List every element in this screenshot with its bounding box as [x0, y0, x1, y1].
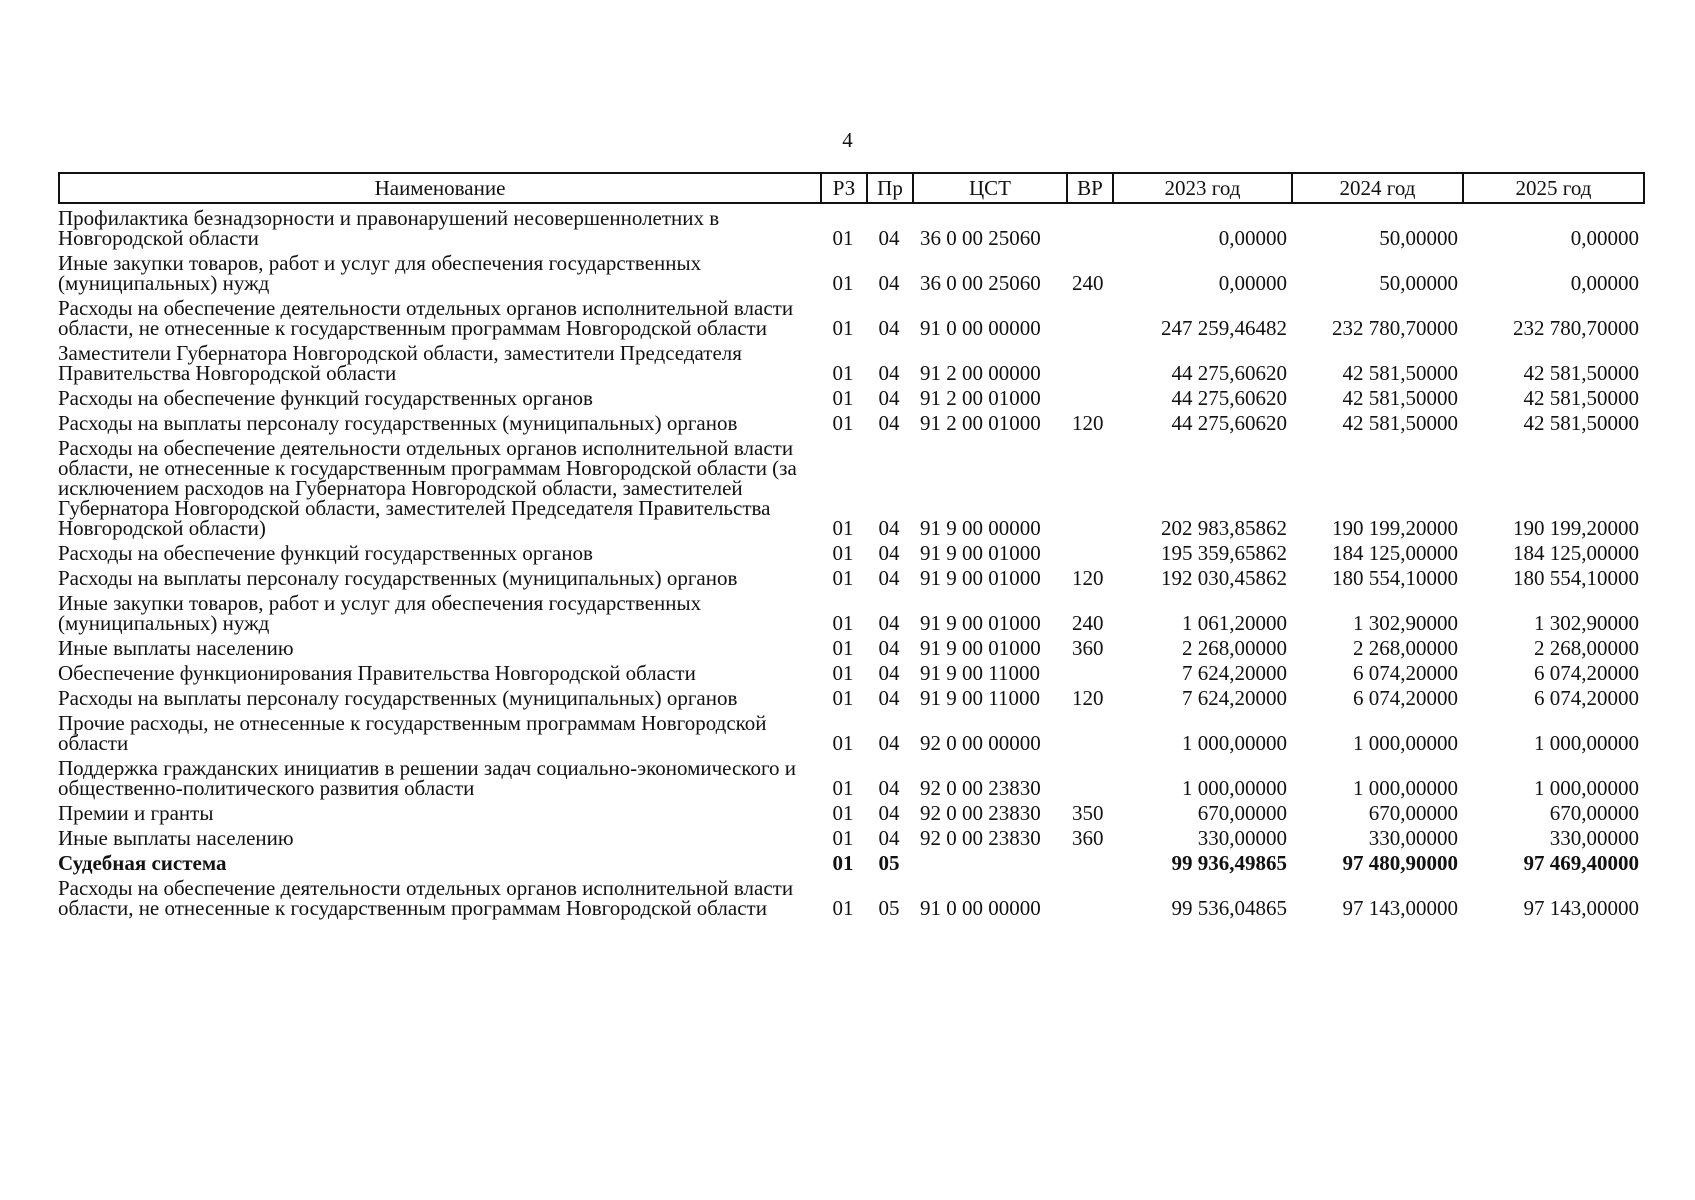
table-row	[58, 341, 1643, 386]
row-name: Иные выплаты населению	[58, 636, 294, 660]
row-amount-2023: 99 936,49865	[1171, 851, 1287, 875]
row-amount-2025: 0,00000	[1570, 226, 1639, 250]
row-amount-2024: 6 074,20000	[1353, 661, 1458, 685]
column-header-rz: РЗ	[821, 173, 867, 203]
row-rz: 01	[832, 661, 854, 685]
row-pr: 04	[878, 541, 900, 565]
row-name: Премии и гранты	[58, 801, 214, 825]
row-amount-2023: 7 624,20000	[1182, 661, 1287, 685]
table-header	[58, 172, 1645, 204]
table-row	[58, 296, 1643, 341]
table-row	[58, 566, 1643, 591]
table-row	[58, 826, 1643, 851]
row-amount-2023: 247 259,46482	[1161, 316, 1287, 340]
column-header-name: Наименование	[59, 173, 821, 203]
row-rz: 01	[832, 541, 854, 565]
row-amount-2025: 42 581,50000	[1523, 411, 1639, 435]
row-pr: 04	[878, 636, 900, 660]
row-name: Расходы на обеспечение деятельности отдельных органов исполнительной власти области, не отнесенные к государственным программам Новгородской области	[58, 296, 794, 340]
row-name: Поддержка гражданских инициатив в решении задач социально-экономического и общественно-политического развития области	[58, 756, 797, 800]
row-vr: 350	[1072, 801, 1104, 825]
row-rz: 01	[832, 386, 854, 410]
row-rz: 01	[832, 801, 854, 825]
row-name: Расходы на обеспечение функций государственных органов	[58, 541, 593, 565]
row-rz: 01	[832, 826, 854, 850]
row-cst: 91 9 00 01000	[920, 541, 1041, 565]
row-amount-2025: 42 581,50000	[1523, 361, 1639, 385]
row-rz: 01	[832, 851, 854, 875]
row-pr: 04	[878, 271, 900, 295]
table-row	[58, 636, 1643, 661]
row-amount-2025: 1 000,00000	[1534, 776, 1639, 800]
row-rz: 01	[832, 896, 854, 920]
row-name: Расходы на выплаты персоналу государственных (муниципальных) органов	[58, 566, 738, 590]
row-vr	[1066, 661, 1112, 686]
row-amount-2024: 2 268,00000	[1353, 636, 1458, 660]
row-rz: 01	[832, 316, 854, 340]
row-pr: 04	[878, 316, 900, 340]
row-pr: 05	[878, 896, 900, 920]
row-name: Иные закупки товаров, работ и услуг для обеспечения государственных (муниципальных) нужд	[58, 251, 702, 295]
row-vr: 360	[1072, 636, 1104, 660]
row-amount-2023: 1 061,20000	[1182, 611, 1287, 635]
row-vr	[1066, 756, 1112, 801]
row-rz: 01	[832, 226, 854, 250]
row-pr: 04	[878, 611, 900, 635]
row-amount-2024: 42 581,50000	[1342, 361, 1458, 385]
row-vr	[1066, 436, 1112, 541]
row-amount-2024: 1 302,90000	[1353, 611, 1458, 635]
row-amount-2025: 1 302,90000	[1534, 611, 1639, 635]
row-amount-2025: 190 199,20000	[1513, 516, 1639, 540]
row-amount-2024: 97 480,90000	[1342, 851, 1458, 875]
row-name: Расходы на выплаты персоналу государственных (муниципальных) органов	[58, 686, 738, 710]
row-name: Расходы на выплаты персоналу государственных (муниципальных) органов	[58, 411, 738, 435]
row-vr	[1066, 711, 1112, 756]
row-amount-2025: 6 074,20000	[1534, 661, 1639, 685]
row-pr: 04	[878, 386, 900, 410]
row-amount-2025: 6 074,20000	[1534, 686, 1639, 710]
column-header-vr: ВР	[1067, 173, 1113, 203]
row-rz: 01	[832, 361, 854, 385]
row-vr: 360	[1072, 826, 1104, 850]
row-amount-2025: 42 581,50000	[1523, 386, 1639, 410]
row-vr	[1066, 851, 1112, 876]
row-vr: 120	[1072, 566, 1104, 590]
row-amount-2023: 44 275,60620	[1171, 361, 1287, 385]
row-amount-2025: 330,00000	[1549, 826, 1639, 850]
row-amount-2025: 184 125,00000	[1513, 541, 1639, 565]
row-amount-2023: 44 275,60620	[1171, 411, 1287, 435]
row-cst: 91 9 00 01000	[920, 636, 1041, 660]
row-cst: 91 2 00 01000	[920, 411, 1041, 435]
row-pr: 04	[878, 516, 900, 540]
row-pr: 05	[878, 851, 900, 875]
row-rz: 01	[832, 411, 854, 435]
row-cst: 92 0 00 23830	[920, 826, 1041, 850]
row-amount-2023: 0,00000	[1218, 226, 1287, 250]
column-header-pr: Пр	[867, 173, 913, 203]
row-cst: 92 0 00 00000	[920, 731, 1041, 755]
row-amount-2023: 0,00000	[1218, 271, 1287, 295]
row-vr: 240	[1072, 271, 1104, 295]
table-row	[58, 541, 1643, 566]
row-amount-2023: 44 275,60620	[1171, 386, 1287, 410]
row-pr: 04	[878, 686, 900, 710]
table-row	[58, 851, 1643, 876]
row-cst: 91 0 00 00000	[920, 316, 1041, 340]
row-amount-2024: 42 581,50000	[1342, 386, 1458, 410]
row-cst	[912, 851, 1066, 876]
row-amount-2025: 670,00000	[1549, 801, 1639, 825]
row-name: Обеспечение функционирования Правительства Новгородской области	[58, 661, 696, 685]
row-vr: 240	[1072, 611, 1104, 635]
row-vr	[1066, 386, 1112, 411]
row-pr: 04	[878, 361, 900, 385]
row-amount-2024: 184 125,00000	[1332, 541, 1458, 565]
row-cst: 92 0 00 23830	[920, 776, 1041, 800]
table-row	[58, 591, 1643, 636]
row-amount-2025: 97 143,00000	[1523, 896, 1639, 920]
row-pr: 04	[878, 826, 900, 850]
row-cst: 91 9 00 01000	[920, 566, 1041, 590]
row-amount-2024: 50,00000	[1379, 271, 1458, 295]
row-pr: 04	[878, 226, 900, 250]
row-rz: 01	[832, 636, 854, 660]
row-amount-2024: 330,00000	[1368, 826, 1458, 850]
row-amount-2023: 99 536,04865	[1171, 896, 1287, 920]
row-name: Судебная система	[58, 851, 227, 875]
row-amount-2024: 97 143,00000	[1342, 896, 1458, 920]
row-amount-2025: 2 268,00000	[1534, 636, 1639, 660]
table-row	[58, 436, 1643, 541]
row-rz: 01	[832, 271, 854, 295]
row-amount-2025: 180 554,10000	[1513, 566, 1639, 590]
row-cst: 91 9 00 11000	[920, 661, 1040, 685]
row-amount-2024: 6 074,20000	[1353, 686, 1458, 710]
column-header-2025: 2025 год	[1463, 173, 1644, 203]
row-name: Прочие расходы, не отнесенные к государственным программам Новгородской области	[58, 711, 767, 755]
table-row	[58, 206, 1643, 251]
row-cst: 91 9 00 11000	[920, 686, 1040, 710]
row-amount-2025: 232 780,70000	[1513, 316, 1639, 340]
table-row	[58, 801, 1643, 826]
table-row	[58, 661, 1643, 686]
row-vr: 120	[1072, 686, 1104, 710]
row-cst: 91 9 00 00000	[920, 516, 1041, 540]
table-row	[58, 756, 1643, 801]
row-amount-2023: 1 000,00000	[1182, 731, 1287, 755]
row-pr: 04	[878, 731, 900, 755]
row-cst: 91 0 00 00000	[920, 896, 1041, 920]
row-vr	[1066, 541, 1112, 566]
row-vr	[1066, 341, 1112, 386]
row-name: Расходы на обеспечение деятельности отдельных органов исполнительной власти области, не отнесенные к государственным программам Новгородской области	[58, 876, 794, 920]
row-cst: 36 0 00 25060	[920, 271, 1041, 295]
row-amount-2025: 0,00000	[1570, 271, 1639, 295]
table-row	[58, 386, 1643, 411]
row-rz: 01	[832, 566, 854, 590]
row-cst: 91 9 00 01000	[920, 611, 1041, 635]
column-header-2023: 2023 год	[1113, 173, 1292, 203]
row-name: Расходы на обеспечение деятельности отдельных органов исполнительной власти области, не отнесенные к государственным программам Новгородской области (за исключением расходов на Губернатора Новгородской области, заместителей Губернатора Новгородской области, заместителей Председателя Правительства Новгородской области)	[58, 436, 797, 540]
row-rz: 01	[832, 731, 854, 755]
row-pr: 04	[878, 566, 900, 590]
row-amount-2024: 232 780,70000	[1332, 316, 1458, 340]
row-pr: 04	[878, 411, 900, 435]
row-amount-2023: 192 030,45862	[1161, 566, 1287, 590]
row-amount-2023: 1 000,00000	[1182, 776, 1287, 800]
row-name: Иные закупки товаров, работ и услуг для обеспечения государственных (муниципальных) нужд	[58, 591, 702, 635]
row-amount-2023: 7 624,20000	[1182, 686, 1287, 710]
row-name: Профилактика безнадзорности и правонарушений несовершеннолетних в Новгородской области	[58, 206, 720, 250]
row-amount-2024: 180 554,10000	[1332, 566, 1458, 590]
row-amount-2024: 42 581,50000	[1342, 411, 1458, 435]
table-row	[58, 711, 1643, 756]
row-vr	[1066, 206, 1112, 251]
row-amount-2023: 202 983,85862	[1161, 516, 1287, 540]
row-vr	[1066, 296, 1112, 341]
row-pr: 04	[878, 801, 900, 825]
row-cst: 91 2 00 00000	[920, 361, 1041, 385]
row-amount-2024: 1 000,00000	[1353, 731, 1458, 755]
row-amount-2024: 1 000,00000	[1353, 776, 1458, 800]
row-vr: 120	[1072, 411, 1104, 435]
row-rz: 01	[832, 776, 854, 800]
row-pr: 04	[878, 776, 900, 800]
row-pr: 04	[878, 661, 900, 685]
row-rz: 01	[832, 686, 854, 710]
page-number: 4	[842, 128, 853, 152]
row-amount-2025: 97 469,40000	[1523, 851, 1639, 875]
row-rz: 01	[832, 611, 854, 635]
row-name: Иные выплаты населению	[58, 826, 294, 850]
row-cst: 91 2 00 01000	[920, 386, 1041, 410]
row-cst: 36 0 00 25060	[920, 226, 1041, 250]
budget-table	[58, 206, 1643, 921]
table-row	[58, 411, 1643, 436]
row-name: Заместители Губернатора Новгородской области, заместители Председателя Правительства Новгородской области	[58, 341, 742, 385]
row-name: Расходы на обеспечение функций государственных органов	[58, 386, 593, 410]
row-amount-2024: 50,00000	[1379, 226, 1458, 250]
row-amount-2025: 1 000,00000	[1534, 731, 1639, 755]
table-body	[58, 206, 1643, 921]
row-amount-2023: 330,00000	[1197, 826, 1287, 850]
row-rz: 01	[832, 516, 854, 540]
table-row	[58, 876, 1643, 921]
table-row	[58, 251, 1643, 296]
row-amount-2024: 670,00000	[1368, 801, 1458, 825]
row-amount-2024: 190 199,20000	[1332, 516, 1458, 540]
column-header-2024: 2024 год	[1292, 173, 1463, 203]
row-amount-2023: 2 268,00000	[1182, 636, 1287, 660]
column-header-cst: ЦСТ	[913, 173, 1067, 203]
row-vr	[1066, 876, 1112, 921]
row-amount-2023: 195 359,65862	[1161, 541, 1287, 565]
row-cst: 92 0 00 23830	[920, 801, 1041, 825]
row-amount-2023: 670,00000	[1197, 801, 1287, 825]
table-row	[58, 686, 1643, 711]
